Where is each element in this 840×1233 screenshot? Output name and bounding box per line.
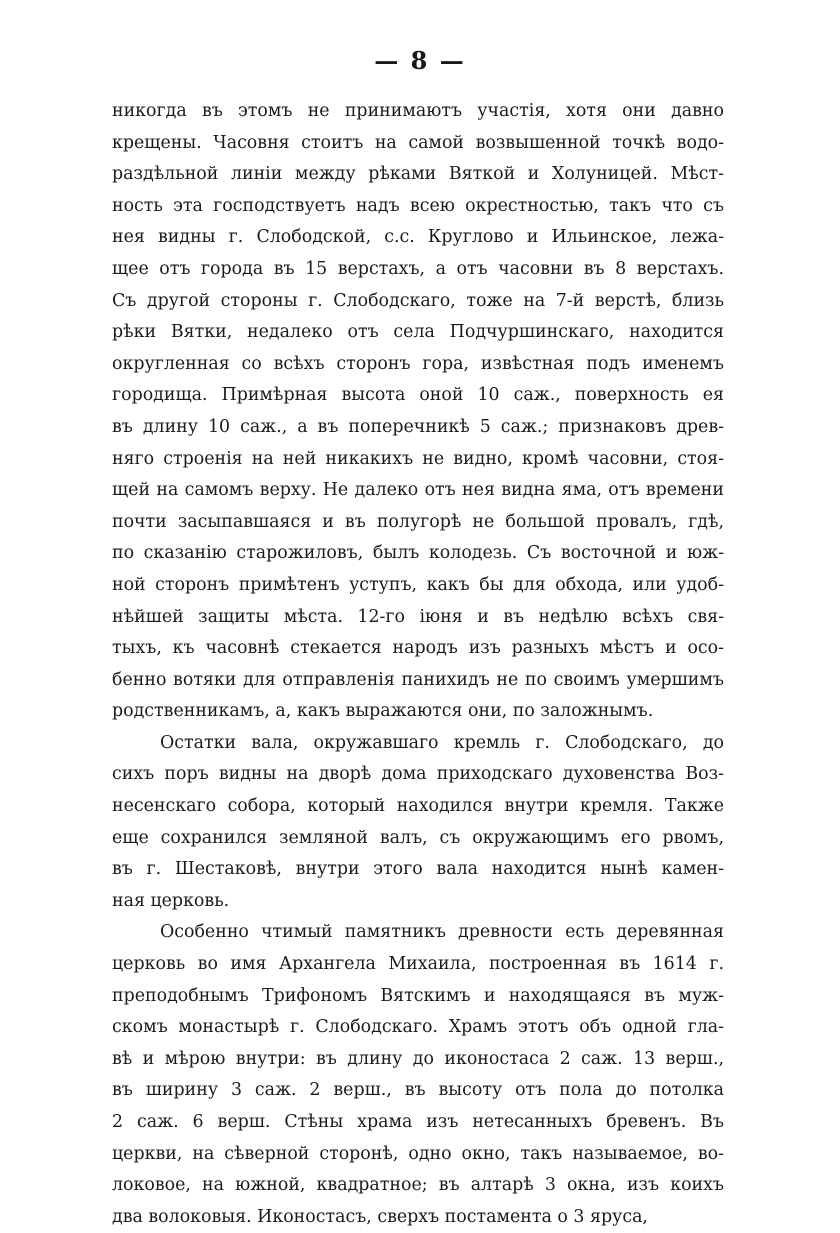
text-line: скомъ монастырѣ г. Слободскаго. Храмъ этотъ объ одной гла-: [112, 1017, 724, 1038]
text-line: рѣки Вятки, недалеко отъ села Подчуршинскаго, находится: [112, 322, 724, 343]
text-line: локовое, на южной, квадратное; въ алтарѣ 3 окна, изъ коихъ: [112, 1175, 724, 1196]
text-line: церкви, на сѣверной сторонѣ, одно окно, такъ называемое, во-: [112, 1143, 724, 1164]
paragraph-p2: [112, 728, 724, 918]
text-line: ность эта господствуетъ надъ всею окрестностью, такъ что съ: [112, 195, 724, 216]
text-line: въ ширину 3 саж. 2 верш., въ высоту отъ пола до потолка: [112, 1080, 724, 1101]
text-line: 2 саж. 6 верш. Стѣны храма изъ нетесанныхъ бревенъ. Въ: [112, 1112, 724, 1132]
text-line: несенскаго собора, который находился внутри кремля. Также: [112, 796, 724, 817]
page-number: — 8 —: [374, 46, 466, 75]
text-line: Остатки вала, окружавшаго кремль г. Слободскаго, до: [160, 732, 724, 753]
paragraph-p3: [112, 917, 724, 1233]
text-line: крещены. Часовня стоитъ на самой возвышенной точкѣ водо-: [112, 132, 724, 153]
text-line: нея видны г. Слободской, с.с. Круглово и Ильинское, лежа-: [112, 227, 724, 248]
body-text: [112, 96, 724, 1233]
text-line: раздѣльной линіи между рѣками Вяткой и Холуницей. Мѣст-: [112, 164, 724, 185]
text-line: вѣ и мѣрою внутри: въ длину до иконостаса 2 саж. 13 верш.,: [112, 1048, 724, 1069]
text-line: въ длину 10 саж., а въ поперечникѣ 5 саж.; признаковъ древ-: [112, 416, 724, 437]
text-line: городища. Примѣрная высота оной 10 саж., поверхность ея: [112, 385, 724, 406]
text-line: няго строенія на ней никакихъ не видно, кромѣ часовни, стоя-: [112, 448, 724, 469]
text-line: тыхъ, къ часовнѣ стекается народъ изъ разныхъ мѣстъ и осо-: [112, 638, 724, 659]
text-line: Съ другой стороны г. Слободскаго, тоже на 7-й верстѣ, близь: [112, 290, 724, 311]
text-line: округленная со всѣхъ сторонъ гора, извѣстная подъ именемъ: [112, 353, 724, 374]
text-line: ная церковь.: [112, 890, 230, 911]
text-line: еще сохранился земляной валъ, съ окружающимъ его рвомъ,: [112, 827, 724, 848]
text-line: сихъ поръ видны на дворѣ дома приходскаго духовенства Воз-: [112, 764, 724, 785]
text-line: щее отъ города въ 15 верстахъ, а отъ часовни въ 8 верстахъ.: [112, 258, 724, 279]
text-line: никогда въ этомъ не принимаютъ участія, хотя они давно: [112, 101, 724, 121]
text-line: ной сторонъ примѣтенъ уступъ, какъ бы для обхода, или удоб-: [112, 574, 724, 595]
text-line: родственникамъ, а, какъ выражаются они, по заложнымъ.: [112, 701, 654, 722]
text-line: Особенно чтимый памятникъ древности есть деревянная: [160, 922, 724, 943]
text-line: нѣйшей защиты мѣста. 12-го іюня и въ недѣлю всѣхъ свя-: [112, 606, 724, 627]
text-line: почти засыпавшаяся и въ полугорѣ не большой провалъ, гдѣ,: [112, 511, 724, 532]
paragraph-p1: [112, 96, 724, 728]
text-line: щей на самомъ верху. Не далеко отъ нея видна яма, отъ времени: [112, 480, 724, 501]
text-line: бенно вотяки для отправленія панихидъ не по своимъ умершимъ: [112, 669, 724, 690]
text-line: два волоковыя. Иконостасъ, сверхъ постамента о 3 яруса,: [112, 1206, 648, 1227]
text-line: въ г. Шестаковѣ, внутри этого вала находится нынѣ камен-: [112, 859, 724, 880]
text-line: по сказанію старожиловъ, былъ колодезь. Съ восточной и юж-: [112, 543, 724, 564]
text-line: церковь во имя Архангела Михаила, построенная въ 1614 г.: [112, 954, 724, 975]
text-line: преподобнымъ Трифономъ Вятскимъ и находящаяся въ муж-: [112, 985, 724, 1006]
